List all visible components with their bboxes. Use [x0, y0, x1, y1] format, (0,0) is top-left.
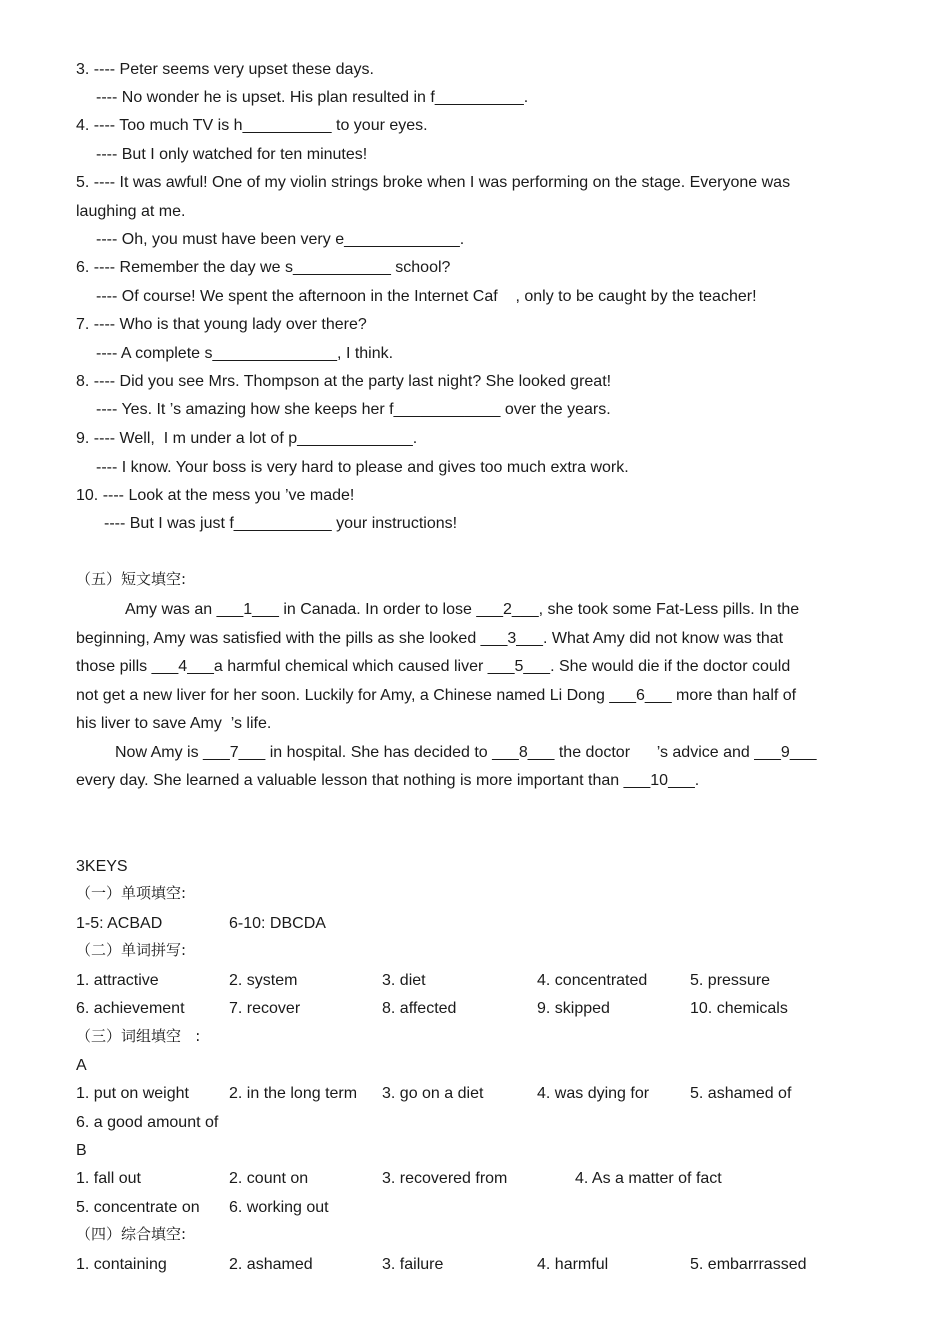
passage-line: Amy was an ___1___ in Canada. In order to lose ___2___, she took some Fat-Less pills. In the — [125, 601, 800, 618]
passage-line: Now Amy is ___7___ in hospital. She has decided to ___8___ the doctor ’s advice and ___9___ — [115, 744, 817, 761]
key-cell: 3. recovered from — [382, 1170, 508, 1187]
passage-line: beginning, Amy was satisfied with the pills as she looked ___3___. What Amy did not know was that — [76, 630, 784, 647]
key-cell: 1-5: ACBAD — [76, 915, 163, 932]
key-cell: 4. was dying for — [537, 1085, 650, 1102]
key-cell: 3. failure — [382, 1256, 444, 1273]
key-cell: 5. pressure — [690, 972, 771, 989]
keys-s1-heading: （一）单项填空: — [76, 884, 187, 902]
q7-prompt: 7. ---- Who is that young lady over there? — [76, 316, 367, 333]
key-cell: 6-10: DBCDA — [229, 915, 326, 932]
key-cell: 6. working out — [229, 1199, 329, 1216]
passage-line: his liver to save Amy ’s life. — [76, 715, 272, 732]
key-cell: 2. count on — [229, 1170, 309, 1187]
key-cell: 2. in the long term — [229, 1085, 358, 1102]
passage-line: every day. She learned a valuable lesson that nothing is more important than ___10___. — [76, 772, 700, 789]
q5-response: ---- Oh, you must have been very e_____________. — [96, 231, 465, 248]
q3-response: ---- No wonder he is upset. His plan resulted in f__________. — [96, 89, 529, 106]
keys-s3-label-a: A — [76, 1057, 87, 1074]
key-cell: 3. diet — [382, 972, 426, 989]
q4-prompt: 4. ---- Too much TV is h__________ to your eyes. — [76, 117, 428, 134]
q8-response: ---- Yes. It ’s amazing how she keeps her f____________ over the years. — [96, 401, 611, 418]
keys-s2-heading: （二）单词拼写: — [76, 941, 187, 959]
passage-line: those pills ___4___a harmful chemical which caused liver ___5___. She would die if the doctor could — [76, 658, 791, 675]
key-cell: 2. ashamed — [229, 1256, 313, 1273]
key-cell: 4. harmful — [537, 1256, 609, 1273]
key-cell: 3. go on a diet — [382, 1085, 484, 1102]
keys-s3-label-b: B — [76, 1142, 87, 1159]
q6-prompt: 6. ---- Remember the day we s___________ school? — [76, 259, 451, 276]
key-cell: 5. ashamed of — [690, 1085, 792, 1102]
key-cell: 1. attractive — [76, 972, 159, 989]
keys-s4-heading: （四）综合填空: — [76, 1225, 187, 1243]
key-cell: 5. concentrate on — [76, 1199, 200, 1216]
q5-prompt-line1: 5. ---- It was awful! One of my violin strings broke when I was performing on the stage. Everyone was — [76, 174, 791, 191]
q10-response: ---- But I was just f___________ your instructions! — [104, 515, 458, 532]
key-cell: 10. chemicals — [690, 1000, 788, 1017]
section5-heading: （五）短文填空: — [76, 570, 187, 588]
key-cell: 9. skipped — [537, 1000, 610, 1017]
key-cell: 7. recover — [229, 1000, 301, 1017]
q9-response: ---- I know. Your boss is very hard to please and gives too much extra work. — [96, 459, 629, 476]
key-cell: 1. fall out — [76, 1170, 141, 1187]
q5-prompt-line2: laughing at me. — [76, 203, 186, 220]
q8-prompt: 8. ---- Did you see Mrs. Thompson at the party last night? She looked great! — [76, 373, 612, 390]
keys-title: 3KEYS — [76, 858, 128, 875]
q3-prompt: 3. ---- Peter seems very upset these days. — [76, 61, 374, 78]
key-cell: 1. put on weight — [76, 1085, 189, 1102]
q6-response: ---- Of course! We spent the afternoon in the Internet Caf , only to be caught by the teacher! — [96, 288, 757, 305]
q10-prompt: 10. ---- Look at the mess you ’ve made! — [76, 487, 355, 504]
key-cell: 4. As a matter of fact — [575, 1170, 722, 1187]
key-cell: 6. a good amount of — [76, 1114, 219, 1131]
passage-line: not get a new liver for her soon. Luckily for Amy, a Chinese named Li Dong ___6___ more than half of — [76, 687, 797, 704]
key-cell: 6. achievement — [76, 1000, 185, 1017]
key-cell: 4. concentrated — [537, 972, 648, 989]
key-cell: 1. containing — [76, 1256, 167, 1273]
keys-s3-heading: （三）词组填空 : — [76, 1027, 201, 1045]
key-cell: 8. affected — [382, 1000, 457, 1017]
q7-response: ---- A complete s______________, I think. — [96, 345, 394, 362]
key-cell: 5. embarrrassed — [690, 1256, 807, 1273]
q9-prompt: 9. ---- Well, I m under a lot of p_____________. — [76, 430, 418, 447]
key-cell: 2. system — [229, 972, 298, 989]
q4-response: ---- But I only watched for ten minutes! — [96, 146, 368, 163]
